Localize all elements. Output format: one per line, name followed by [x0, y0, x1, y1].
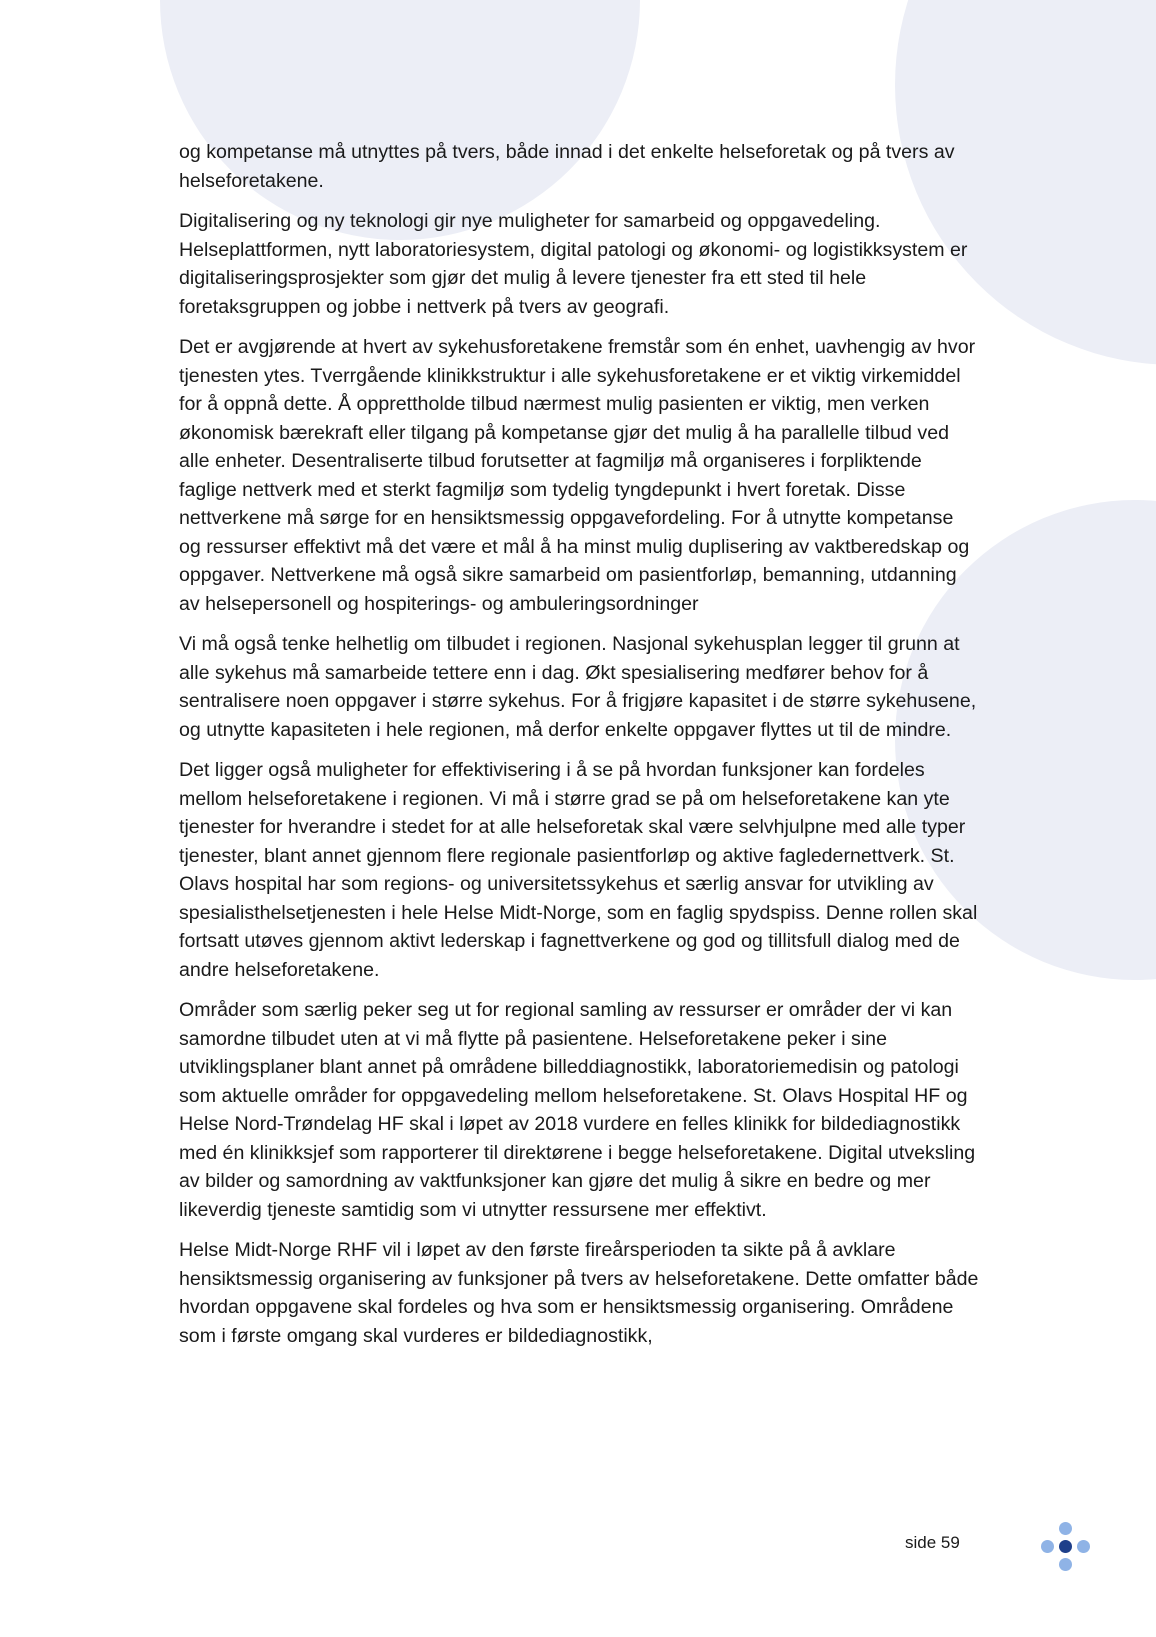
paragraph: Det er avgjørende at hvert av sykehusforetakene fremstår som én enhet, uavhengig av hvor tjenesten ytes. Tverrgående klinikkstruktur i alle sykehusforetakene er et viktig virkemiddel for å oppnå dette. Å opprettholde tilbud nærmest mulig pasienten er viktig, men verken økonomisk bærekraft eller tilgang på kompetanse gjør det mulig å ha parallelle tilbud ved alle enheter. Desentraliserte tilbud forutsetter at fagmiljø må organiseres i forpliktende faglige nettverk med et sterkt fagmiljø som tydelig tyngdepunkt i hvert foretak. Disse nettverkene må sørge for en hensiktsmessig oppgavefordeling. For å utnytte kompetanse og ressurser effektivt må det være et mål å ha minst mulig duplisering av vaktberedskap og oppgaver. Nettverkene må også sikre samarbeid om pasientforløp, bemanning, utdanning av helsepersonell og hospiterings- og ambuleringsordninger: [179, 336, 976, 615]
paragraph: Digitalisering og ny teknologi gir nye muligheter for samarbeid og oppgavedeling. Helseplattformen, nytt laboratoriesystem, digital patologi og økonomi- og logistikksystem er digitaliseringsprosjekter som gjør det mulig å levere tjenester fra ett sted til hele foretaksgruppen og jobbe i nettverk på tvers av geografi.: [179, 210, 968, 318]
logo-dot: [1059, 1522, 1072, 1535]
paragraph: Helse Midt-Norge RHF vil i løpet av den første fireårsperioden ta sikte på å avklare hensiktsmessig organisering av funksjoner på tvers av helseforetakene. Dette omfatter både hvordan oppgavene skal fordeles og hva som er hensiktsmessig organisering. Områdene som i første omgang skal vurderes er bildediagnostikk,: [179, 1239, 979, 1347]
logo-dot: [1041, 1540, 1054, 1553]
paragraph: Det ligger også muligheter for effektivisering i å se på hvordan funksjoner kan fordeles mellom helseforetakene i regionen. Vi må i større grad se på om helseforetakene kan yte tjenester for hverandre i stedet for at alle helseforetak skal være selvhjulpne med alle typer tjenester, blant annet gjennom flere regionale pasientforløp og aktive fagledernettverk. St. Olavs hospital har som regions- og universitetssykehus et særlig ansvar for utvikling av spesialisthelsetjenesten i hele Helse Midt-Norge, som en faglig spydspiss. Denne rollen skal fortsatt utøves gjennom aktivt lederskap i fagnettverkene og god og tillitsfull dialog med de andre helseforetakene.: [179, 759, 978, 981]
dot-cluster-logo-icon: [1036, 1522, 1096, 1582]
logo-dot: [1059, 1558, 1072, 1571]
paragraph: og kompetanse må utnyttes på tvers, både innad i det enkelte helseforetak og på tvers av helseforetakene.: [179, 141, 955, 192]
logo-dot: [1059, 1540, 1072, 1553]
body-text: [179, 138, 979, 1362]
paragraph: Vi må også tenke helhetlig om tilbudet i regionen. Nasjonal sykehusplan legger til grunn at alle sykehus må samarbeide tettere enn i dag. Økt spesialisering medfører behov for å sentralisere noen oppgaver i større sykehus. For å frigjøre kapasitet i de større sykehusene, og utnytte kapasiteten i hele regionen, må derfor enkelte oppgaver flyttes ut til de mindre.: [179, 633, 977, 741]
logo-dot: [1077, 1540, 1090, 1553]
paragraph: Områder som særlig peker seg ut for regional samling av ressurser er områder der vi kan samordne tilbudet uten at vi må flytte på pasientene. Helseforetakene peker i sine utviklingsplaner blant annet på områdene billeddiagnostikk, laboratoriemedisin og patologi som aktuelle områder for oppgavedeling mellom helseforetakene. St. Olavs Hospital HF og Helse Nord-Trøndelag HF skal i løpet av 2018 vurdere en felles klinikk for bildediagnostikk med én klinikksjef som rapporterer til direktørene i begge helseforetakene. Digital utveksling av bilder og samordning av vaktfunksjoner kan gjøre det mulig å sikre en bedre og mer likeverdig tjeneste samtidig som vi utnytter ressursene mer effektivt.: [179, 999, 976, 1221]
page-number: side 59: [905, 1533, 960, 1552]
